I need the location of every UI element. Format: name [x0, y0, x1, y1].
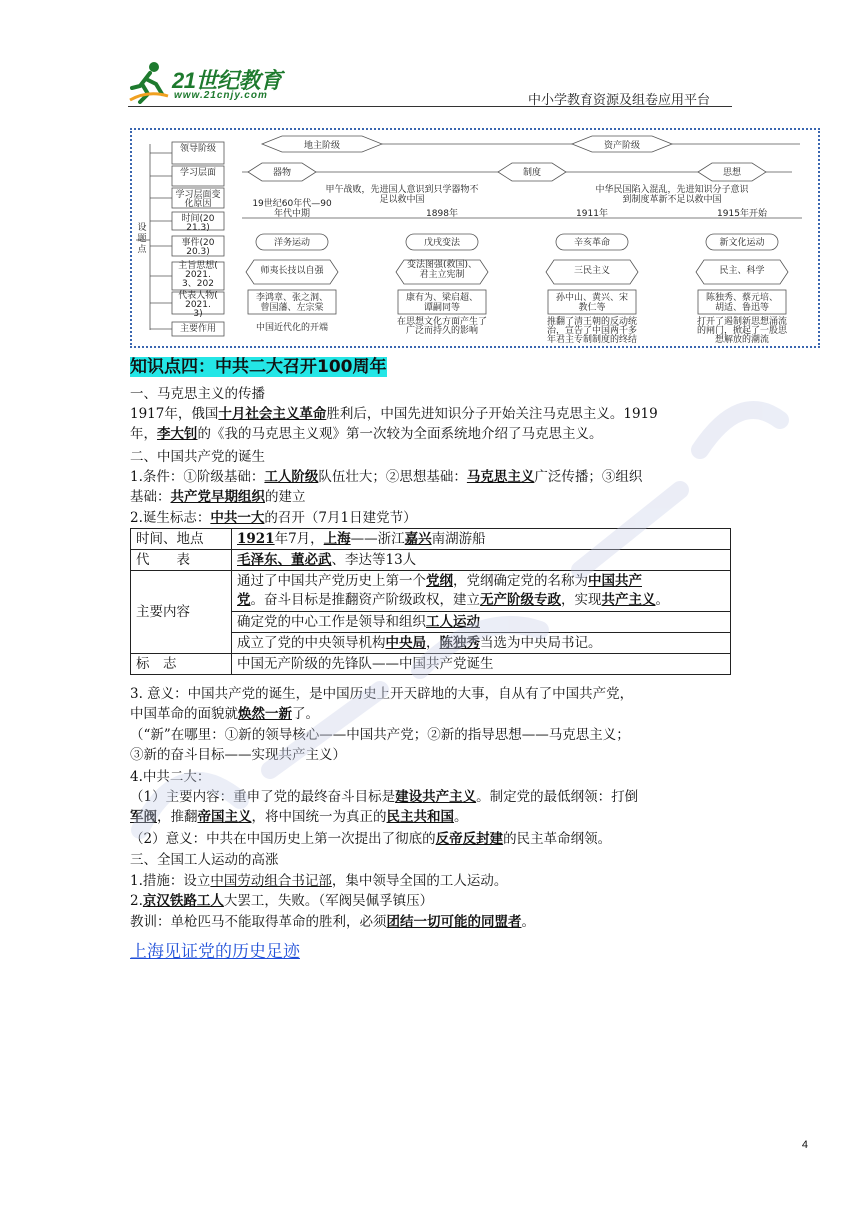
diagram-role: 中国近代化的开端	[255, 323, 329, 333]
diagram-class-label: 地主阶级	[303, 141, 341, 151]
diagram-people: 谭嗣同等	[423, 303, 461, 313]
diagram-idea: 君主立宪制	[419, 270, 465, 280]
table-cell: 通过了中国共产党历史上第一个党纲，党纲确定党的名称为中国共产 党。奋斗目标是推翻资产阶级政权，建立无产阶级专政，实现共产主义。	[232, 571, 731, 612]
diagram-left-label: 主旨思想(	[178, 261, 218, 271]
diagram-time: 年代中期	[273, 209, 311, 219]
diagram-event: 辛亥革命	[573, 238, 611, 248]
diagram-reason: 到制度革新不足以救中国	[622, 195, 722, 205]
diagram-event: 新文化运动	[719, 238, 765, 248]
diagram-role: 在思想文化方面产生了	[396, 317, 488, 327]
diagram-idea: 师夷长技以自强	[260, 266, 324, 276]
section-title: 知识点四：中共二大召开100周年	[130, 357, 387, 377]
diagram-reason: 中华民国陷入混乱，先进知识分子意识	[595, 185, 749, 195]
diagram-left-label: 2021.	[185, 300, 211, 310]
diagram-idea: 民主、科学	[719, 266, 765, 276]
diagram-layer-label: 器物	[272, 168, 292, 178]
diagram-idea: 变法图强(救国)、	[406, 260, 478, 270]
heading-birth: 二、中国共产党的诞生	[130, 449, 265, 465]
history-link[interactable]: 上海见证党的历史足迹	[130, 942, 300, 962]
diagram-reason: 足以救中国	[379, 195, 425, 205]
paragraph: （2）意义：中共在中国历史上第一次提出了彻底的反帝反封建的民主革命纲领。	[130, 831, 612, 847]
table-cell: 确定党的中心工作是领导和组织工人运动	[232, 612, 731, 633]
diagram-reason: 甲午战败，先进国人意识到只学器物不	[325, 185, 479, 195]
diagram-left-label: 事件(20	[181, 238, 215, 248]
table-cell: 1921年7月，上海——浙江嘉兴南湖游船	[232, 529, 731, 550]
paragraph: 年，李大钊的《我的马克思主义观》第一次较为全面系统地介绍了马克思主义。	[130, 426, 603, 442]
platform-title: 中小学教育资源及组卷应用平台	[527, 93, 710, 108]
diagram-people: 孙中山、黄兴、宋	[555, 293, 629, 303]
diagram-layer-label: 制度	[522, 168, 542, 178]
table-row	[131, 571, 731, 612]
table-cell: 代 表	[131, 550, 232, 571]
diagram-left-label: 20.3)	[186, 247, 210, 257]
paragraph: 3. 意义：中国共产党的诞生，是中国历史上开天辟地的大事，自从有了中国共产党，	[130, 686, 634, 702]
diagram-root-label: 设	[137, 223, 147, 233]
diagram-event: 洋务运动	[273, 238, 311, 248]
heading-labor: 三、全国工人运动的高涨	[130, 852, 279, 868]
paragraph: （“新”在哪里：①新的领导核心——中国共产党；②新的指导思想——马克思主义；	[130, 727, 630, 743]
paragraph: 教训：单枪匹马不能取得革命的胜利，必须团结一切可能的同盟者。	[130, 914, 535, 930]
paragraph: 1.措施：设立中国劳动组合书记部，集中领导全国的工人运动。	[130, 873, 508, 889]
table-cell: 主要内容	[131, 571, 232, 654]
table-cell: 成立了党的中央领导机构中央局，陈独秀当选为中央局书记。	[232, 633, 731, 654]
table-cell: 标 志	[131, 654, 232, 675]
paragraph: 基础：共产党早期组织的建立	[130, 489, 306, 505]
diagram-left-label: 学习层面	[179, 168, 217, 178]
diagram-time: 1915年开始	[717, 209, 767, 219]
table-row	[131, 654, 731, 675]
diagram-left-label: 21.3)	[186, 223, 210, 233]
diagram-role: 年君主专制制度的终结	[546, 335, 638, 345]
logo-url: www.21cnjy.com	[174, 90, 268, 101]
paragraph: 2.京汉铁路工人大罢工，失败。（军阀吴佩孚镇压）	[130, 893, 434, 909]
diagram-time: 1911年	[576, 209, 608, 219]
paragraph: 中国革命的面貌就焕然一新了。	[130, 706, 319, 722]
diagram-people: 李鸿章、张之洞、	[255, 293, 329, 303]
first-congress-table	[130, 528, 731, 675]
diagram-left-label: 代表人物(	[178, 291, 218, 301]
logo-text: 21世纪教育	[172, 68, 282, 93]
diagram-event: 戊戌变法	[423, 238, 461, 248]
diagram-people: 胡适、鲁迅等	[714, 303, 770, 313]
diagram-left-label: 学习层面变	[175, 190, 221, 200]
table-cell: 毛泽东、董必武、李达等13人	[232, 550, 731, 571]
diagram-people: 陈独秀、蔡元培、	[705, 293, 779, 303]
paragraph: 4.中共二大：	[130, 769, 211, 785]
table-row	[131, 550, 731, 571]
diagram-left-label: 3、202	[182, 279, 214, 289]
page-number: 4	[801, 1139, 808, 1151]
diagram-left-label: 领导阶级	[179, 144, 217, 154]
diagram-left-label: 主要作用	[179, 324, 217, 334]
header-divider	[128, 106, 732, 107]
paragraph: 1917年，俄国十月社会主义革命胜利后，中国先进知识分子开始关注马克思主义。1919	[130, 406, 658, 422]
table-cell: 中国无产阶级的先锋队——中国共产党诞生	[232, 654, 731, 675]
runner-icon	[128, 60, 170, 104]
diagram-role: 推翻了清王朝的反动统	[546, 317, 638, 327]
table-row	[131, 529, 731, 550]
diagram-class-label: 资产阶级	[603, 141, 641, 151]
diagram-left-label: 时间(20	[181, 214, 215, 224]
diagram-left-label: 化原因	[184, 199, 212, 209]
diagram-idea: 三民主义	[573, 266, 611, 276]
diagram-root-label: 点	[137, 245, 147, 255]
heading-marxism: 一、马克思主义的传播	[130, 386, 265, 402]
paragraph: 2.诞生标志：中共一大的召开（7月1日建党节）	[130, 510, 417, 526]
diagram-time: 19世纪60年代—90	[252, 199, 332, 209]
diagram-role: 治，宣告了中国两千多	[546, 326, 638, 336]
paragraph: 军阀，推翻帝国主义，将中国统一为真正的民主共和国。	[130, 809, 468, 825]
diagram-layer-label: 思想	[722, 168, 742, 178]
paragraph: （1）主要内容：重申了党的最终奋斗目标是建设共产主义。制定党的最低纲领：打倒	[130, 789, 639, 805]
history-diagram	[130, 128, 820, 348]
logo	[128, 60, 308, 106]
diagram-people: 康有为、梁启超、	[405, 293, 479, 303]
diagram-people: 教仁等	[578, 303, 606, 313]
paragraph: ③新的奋斗目标——实现共产主义）	[130, 747, 346, 763]
table-cell: 时间、地点	[131, 529, 232, 550]
diagram-left-label: 3)	[193, 309, 203, 319]
diagram-left-label: 2021.	[185, 270, 211, 280]
diagram-root-label: 题	[137, 234, 147, 244]
diagram-role: 想解放的潮流	[714, 335, 770, 345]
diagram-role: 打开了遏制新思想涌流	[696, 317, 788, 327]
diagram-role: 广泛而持久的影响	[405, 326, 479, 336]
diagram-time: 1898年	[426, 209, 458, 219]
paragraph: 1.条件：①阶级基础：工人阶级队伍壮大；②思想基础：马克思主义广泛传播；③组织	[130, 469, 643, 485]
diagram-role: 的闸门，掀起了一股思	[696, 326, 788, 336]
diagram-people: 曾国藩、左宗棠	[260, 303, 324, 313]
